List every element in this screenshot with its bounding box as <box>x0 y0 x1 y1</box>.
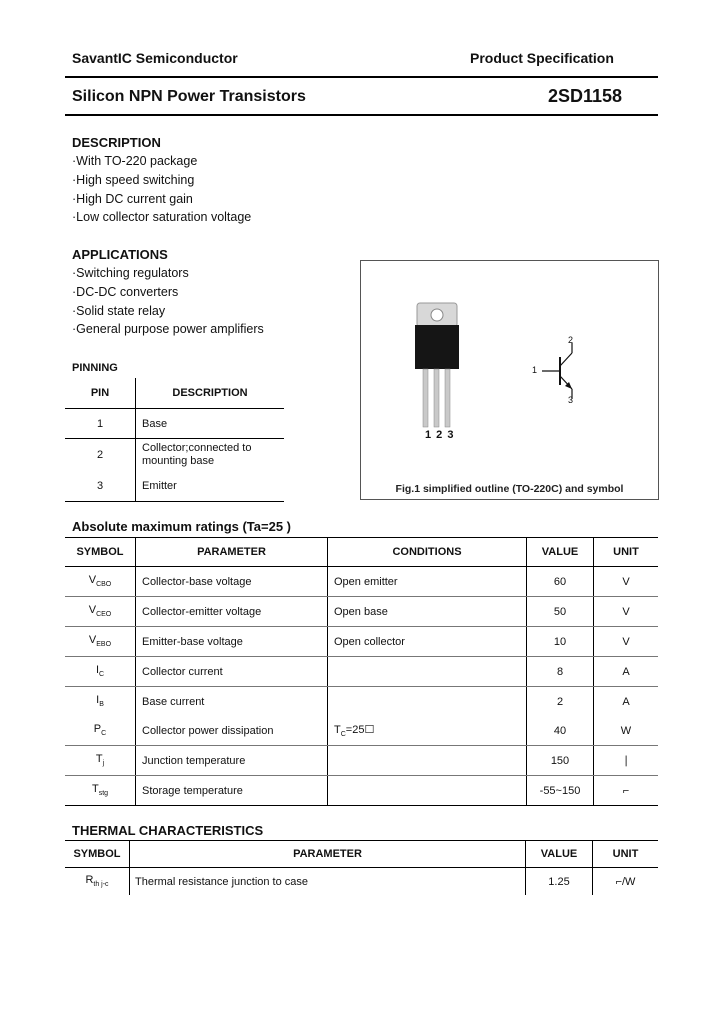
npn-transistor-symbol-icon <box>536 341 596 401</box>
header-rule-bottom <box>65 114 658 116</box>
header-rule-top <box>65 76 658 78</box>
table-row <box>65 567 658 597</box>
conditions-cell <box>328 776 527 806</box>
ratings-title: Absolute maximum ratings (Ta=25 ) <box>72 519 292 534</box>
figure-box <box>360 260 659 500</box>
unit-cell: W <box>594 716 659 746</box>
parameter-cell: Collector-base voltage <box>136 567 328 597</box>
pin-number: 1 <box>65 409 136 439</box>
ratings-table <box>65 537 658 806</box>
unit-cell: ∣ <box>594 746 659 776</box>
value-cell: 150 <box>527 746 594 776</box>
table-row <box>65 471 284 502</box>
parameter-cell: Base current <box>136 687 328 717</box>
table-row <box>65 716 658 746</box>
conditions-cell: Open base <box>328 597 527 627</box>
symbol-cell: $V_{CBO}$ <box>65 567 136 597</box>
symbol-cell: $T_{stg}$ <box>65 776 136 806</box>
pinning-table <box>65 378 284 502</box>
symbol-header: SYMBOL <box>65 841 130 868</box>
application-item: ·General purpose power amplifiers <box>72 322 264 337</box>
description-item: ·With TO-220 package <box>72 154 198 168</box>
symbol-cell: $R_{th j-c}$ <box>65 868 130 896</box>
pin-number: 3 <box>65 471 136 502</box>
description-item: ·High DC current gain <box>72 191 193 206</box>
description-list <box>72 152 251 227</box>
table-row <box>65 627 658 657</box>
parameter-header: PARAMETER <box>136 538 328 567</box>
unit-cell: A <box>622 695 630 708</box>
parameter-cell: Junction temperature <box>136 746 328 776</box>
thermal-title: THERMAL CHARACTERISTICS <box>72 823 264 838</box>
value-cell: 50 <box>527 597 594 627</box>
symbol-cell: $I_B$ <box>65 687 136 717</box>
company-name: SavantIC Semiconductor <box>72 50 238 66</box>
applications-list <box>72 264 264 339</box>
conditions-cell: Open emitter <box>328 567 527 597</box>
conditions-cell: Open collector <box>328 627 527 657</box>
figure-caption: Fig.1 simplified outline (TO-220C) and symbol <box>395 483 624 495</box>
conditions-cell <box>328 657 527 687</box>
symbol-cell: $P_C$ <box>65 716 136 746</box>
symbol-collector-label: 2 <box>568 335 574 345</box>
parameter-header: PARAMETER <box>130 841 526 868</box>
description-title: DESCRIPTION <box>72 135 161 150</box>
part-number: 2SD1158 <box>548 86 623 106</box>
conditions-header: CONDITIONS <box>328 538 527 567</box>
package-pin-labels: 1 2 3 <box>425 429 454 441</box>
table-row <box>65 439 284 472</box>
unit-cell: V <box>594 597 659 627</box>
applications-title: APPLICATIONS <box>72 247 168 262</box>
ratings-header-row <box>65 538 658 567</box>
table-row <box>65 657 658 687</box>
pin-description-header: DESCRIPTION <box>136 378 285 409</box>
table-row <box>65 868 658 896</box>
application-item: ·Switching regulators <box>72 266 189 280</box>
pin-description: Base <box>136 409 285 439</box>
unit-cell: V <box>594 567 659 597</box>
symbol-emitter-label: 3 <box>568 395 574 405</box>
table-row <box>65 409 284 439</box>
unit-cell: ⌐ <box>594 776 659 806</box>
symbol-cell: $I_C$ <box>65 657 136 687</box>
parameter-cell: Collector current <box>136 657 328 687</box>
document-title: Silicon NPN Power Transistors <box>72 88 306 105</box>
parameter-cell: Emitter-base voltage <box>136 627 328 657</box>
parameter-cell: Collector-emitter voltage <box>136 597 328 627</box>
pin-number: 2 <box>65 439 136 472</box>
description-item: ·High speed switching <box>72 172 195 187</box>
pinning-header-row <box>65 378 284 409</box>
unit-header: UNIT <box>594 538 659 567</box>
unit-cell: ⌐/W <box>615 875 636 888</box>
value-cell: 1.25 <box>526 868 593 896</box>
symbol-base-label: 1 <box>532 365 538 375</box>
value-cell: 2 <box>527 687 594 717</box>
pin-header: PIN <box>65 378 136 409</box>
symbol-cell: $T_j$ <box>65 746 136 776</box>
pin-description: Emitter <box>136 471 285 502</box>
conditions-cell <box>328 746 527 776</box>
value-cell: 10 <box>527 627 594 657</box>
unit-cell: V <box>594 627 659 657</box>
thermal-header-row <box>65 841 658 868</box>
description-item: ·Low collector saturation voltage <box>72 210 252 225</box>
symbol-header: SYMBOL <box>65 538 136 567</box>
table-row <box>65 746 658 776</box>
value-cell: -55~150 <box>527 776 594 806</box>
to220-package-image <box>401 301 481 441</box>
conditions-cell: $T_C=25☐$ <box>328 716 527 746</box>
value-header: VALUE <box>526 841 593 868</box>
table-row <box>65 687 658 717</box>
pinning-title: PINNING <box>72 362 118 374</box>
table-row <box>65 597 658 627</box>
thermal-table <box>65 840 658 895</box>
value-header: VALUE <box>527 538 594 567</box>
unit-cell: A <box>594 657 659 687</box>
symbol-cell: $V_{CEO}$ <box>65 597 136 627</box>
table-row <box>65 776 658 806</box>
pin-description: Collector;connected to mounting base <box>142 442 252 467</box>
application-item: ·Solid state relay <box>72 303 166 318</box>
value-cell: 8 <box>527 657 594 687</box>
doc-type: Product Specification <box>470 50 614 66</box>
symbol-cell: $V_{EBO}$ <box>65 627 136 657</box>
value-cell: 60 <box>527 567 594 597</box>
conditions-cell <box>328 687 527 717</box>
unit-header: UNIT <box>593 841 659 868</box>
parameter-cell: Storage temperature <box>136 776 328 806</box>
value-cell: 40 <box>527 716 594 746</box>
application-item: ·DC-DC converters <box>72 284 179 299</box>
parameter-cell: Collector power dissipation <box>136 716 328 746</box>
parameter-cell: Thermal resistance junction to case <box>130 868 526 896</box>
